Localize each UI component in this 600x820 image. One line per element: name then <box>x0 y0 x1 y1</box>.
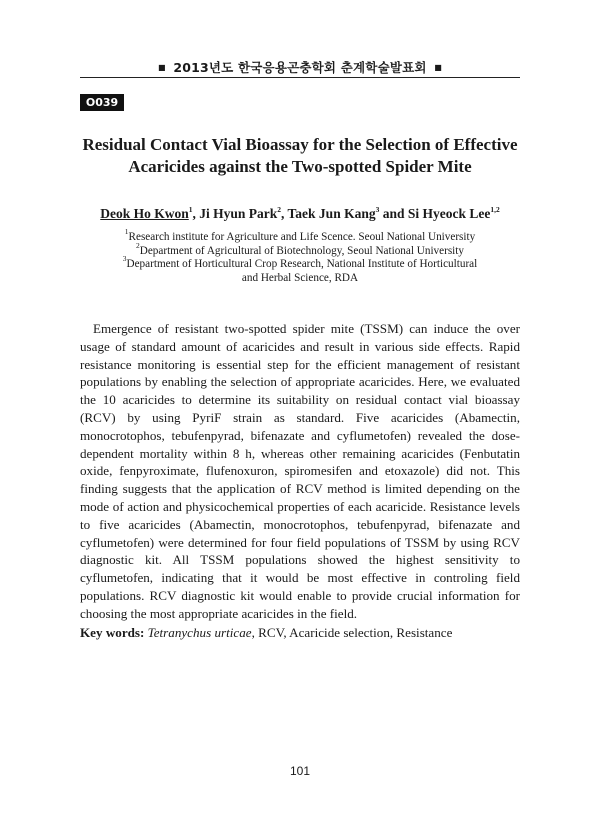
author-affiliation-mark: 2 <box>277 205 282 214</box>
header-text: 2013년도 한국응용곤충학회 춘계학술발표회 <box>173 60 427 75</box>
author-separator: , <box>192 206 200 221</box>
affiliation-continued <box>90 272 510 286</box>
affiliation-text: and Herbal Science, RDA <box>241 272 359 285</box>
affiliation-text: Research institute for Agriculture and Life Scence. Seoul National University <box>128 231 476 243</box>
affiliation-text: Department of Horticultural Crop Research, National Institute of Horticultural <box>126 258 478 271</box>
paper-title <box>80 134 520 178</box>
author-separator: and <box>379 206 408 221</box>
page-number: 101 <box>289 764 311 778</box>
header-rule <box>80 77 520 78</box>
keywords <box>80 624 520 642</box>
author-affiliation-mark: 1,2 <box>490 205 500 214</box>
abstract-body: Emergence of resistant two-spotted spider mite (TSSM) can induce the over usage of standard amount of acaricides and result in various side effects. Rapid resistance monitoring is essential step for the efficient management of resistant populations by enabling the selection of appropriate acaricides. Here, we evaluated the 10 acaricides to determine its suitability on residual contact vial bioassay (RCV) by using PyriF strain as standard. Five acaricides (Abamectin, monocrotophos, tebufenpyrad, bifenazate and cyflumetofen) revealed the dose-dependent mortality within 8 h, whereas other remaining acaricides (Fenbutatin oxide, fenpyroximate, flufenoxuron, spiromesifen and etoxazole) did not. This finding suggests that the application of RCV method is limited depending on the mode of action and physicochemical properties of each acaricide. Resistance levels to five acaricides (Abamectin, monocrotophos, tebufenpyrad, bifenazate and cyflumetofen) were determined for four field populations of TSSM by using RCV diagnostic kit. All TSSM populations showed the highest sensitivity to cyflumetofen, indicating that it would be most effective in controling field populations. RCV diagnostic kit would enable to provide crucial information for choosing the most appropriate acaricides in the field. <box>80 321 520 621</box>
affiliation-text: Department of Agricultural of Biotechnology, Seoul National University <box>139 244 464 257</box>
presentation-code-badge: O039 <box>80 94 124 111</box>
author-affiliation-mark: 1 <box>188 205 193 214</box>
affiliation <box>90 240 510 259</box>
author-name: Si Hyeock Lee <box>407 206 491 221</box>
conference-header <box>80 58 520 76</box>
header-bullet-right: ■ <box>434 63 443 72</box>
affiliation <box>90 227 510 245</box>
keyword-species: Tetranychus urticae <box>147 625 252 640</box>
author-affiliation-mark: 3 <box>375 205 380 214</box>
affiliation-mark: 2 <box>135 240 140 250</box>
affiliation-mark: 1 <box>124 227 129 236</box>
title-line-2: Acaricides against the Two-spotted Spider Mite <box>128 157 472 176</box>
author-name: Deok Ho Kwon <box>100 206 189 221</box>
author-list <box>70 205 530 223</box>
keywords-rest: , RCV, Acaricide selection, Resistance <box>251 625 453 640</box>
keywords-label: Key words: <box>80 625 145 640</box>
author-separator: , <box>281 206 288 221</box>
title-line-1: Residual Contact Vial Bioassay for the Selection of Effective <box>82 135 518 154</box>
affiliation-list <box>90 227 510 286</box>
author-name: Ji Hyun Park <box>199 206 278 221</box>
affiliation-mark: 3 <box>122 254 127 264</box>
author-name: Taek Jun Kang <box>287 206 376 221</box>
affiliation <box>90 254 510 272</box>
header-bullet-left: ■ <box>157 63 166 72</box>
